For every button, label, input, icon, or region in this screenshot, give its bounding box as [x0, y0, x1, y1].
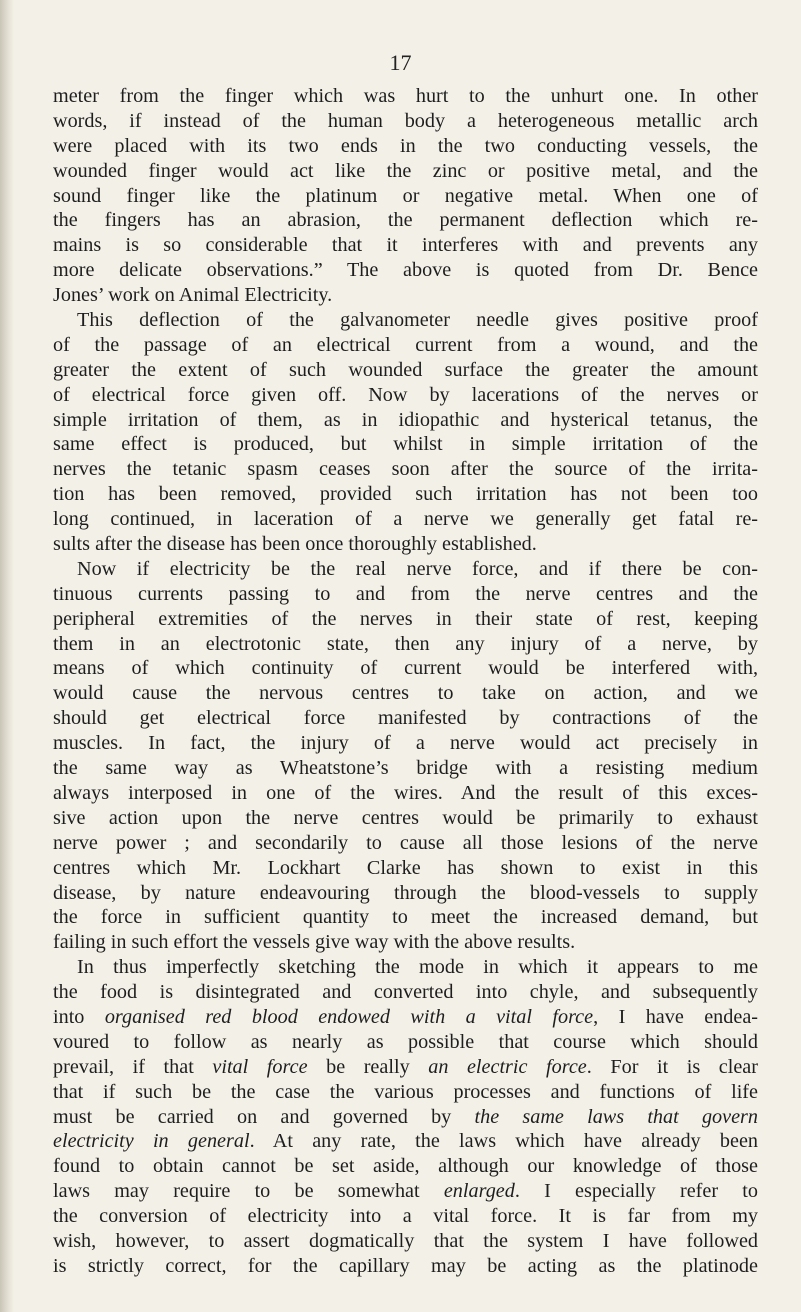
- text-segment: means of which continuity of current would be interfered with,: [53, 657, 758, 680]
- text-line: [53, 1179, 758, 1204]
- text-line: [53, 308, 758, 333]
- italic-text: enlarged: [443, 1180, 515, 1203]
- text-segment: . I especially refer to: [514, 1180, 758, 1203]
- text-line: [53, 159, 758, 184]
- page-number: 17: [389, 50, 412, 75]
- text-line: [53, 1055, 758, 1080]
- text-segment: into: [53, 1005, 105, 1028]
- text-segment: failing in such effort the vessels give way with the above results.: [53, 931, 576, 954]
- text-segment: would cause the nervous centres to take on action, and we: [53, 682, 758, 705]
- text-line: [53, 1030, 758, 1055]
- text-segment: of the passage of an electrical current from a wound, and the: [53, 333, 758, 356]
- text-segment: that if such be the case the various processes and functions of life: [53, 1080, 758, 1103]
- text-segment: sive action upon the nerve centres would be primarily to exhaust: [53, 806, 758, 829]
- text-segment: mains is so considerable that it interferes with and prevents any: [53, 234, 758, 257]
- text-line: [53, 656, 758, 681]
- text-segment: greater the extent of such wounded surface the greater the amount: [53, 358, 758, 381]
- text-line: [53, 1005, 758, 1030]
- text-line: [53, 482, 758, 507]
- text-segment: muscles. In fact, the injury of a nerve would act precisely in: [53, 732, 758, 755]
- text-segment: the force in sufficient quantity to meet the increased demand, but: [53, 906, 758, 929]
- text-segment: be really: [307, 1055, 429, 1078]
- text-line: [53, 557, 758, 582]
- italic-text: vital force: [212, 1055, 308, 1078]
- text-line: [53, 1080, 758, 1105]
- text-segment: This deflection of the galvanometer needle gives positive proof: [77, 309, 758, 332]
- text-segment: words, if instead of the human body a heterogeneous metallic arch: [53, 109, 758, 132]
- text-line: [53, 184, 758, 209]
- text-segment: peripheral extremities of the nerves in their state of rest, keeping: [53, 607, 758, 630]
- italic-text: the same laws that govern: [474, 1105, 759, 1128]
- text-segment: long continued, in laceration of a nerve we generally get fatal re-: [53, 508, 758, 531]
- text-line: [53, 1154, 758, 1179]
- text-segment: . At any rate, the laws which have already been: [249, 1130, 758, 1153]
- text-line: [53, 607, 758, 632]
- text-segment: Now if electricity be the real nerve force, and if there be con-: [77, 557, 758, 580]
- text-line: [53, 1229, 758, 1254]
- text-line: [53, 632, 758, 657]
- text-segment: the fingers has an abrasion, the permanent deflection which re-: [53, 209, 758, 232]
- text-line: [53, 208, 758, 233]
- text-line: [53, 358, 758, 383]
- text-line: [53, 134, 758, 159]
- text-segment: them in an electrotonic state, then any injury of a nerve, by: [53, 632, 758, 655]
- text-line: [53, 1254, 758, 1279]
- text-line: [53, 806, 758, 831]
- text-line: [53, 109, 758, 134]
- text-line: [53, 507, 758, 532]
- text-segment: more delicate observations.” The above is quoted from Dr. Bence: [53, 259, 758, 282]
- text-segment: same effect is produced, but whilst in simple irritation of the: [53, 433, 758, 456]
- italic-text: an electric force: [428, 1055, 587, 1078]
- text-segment: nerve power ; and secondarily to cause all those lesions of the nerve: [53, 831, 758, 854]
- text-segment: disease, by nature endeavouring through the blood-vessels to supply: [53, 881, 758, 904]
- text-segment: wounded finger would act like the zinc or positive metal, and the: [53, 159, 758, 182]
- text-line: [53, 1204, 758, 1229]
- text-line: [53, 457, 758, 482]
- text-line: [53, 432, 758, 457]
- text-line: [53, 408, 758, 433]
- text-segment: found to obtain cannot be set aside, although our knowledge of those: [53, 1155, 758, 1178]
- text-segment: of electrical force given off. Now by lacerations of the nerves or: [53, 383, 758, 406]
- text-segment: the same way as Wheatstone’s bridge with a resisting medium: [53, 757, 758, 780]
- text-segment: always interposed in one of the wires. And the result of this exces-: [53, 781, 758, 804]
- text-line: [53, 333, 758, 358]
- text-segment: should get electrical force manifested by contractions of the: [53, 707, 758, 730]
- text-segment: prevail, if that: [53, 1055, 213, 1078]
- text-segment: must be carried on and governed by: [53, 1105, 475, 1128]
- text-segment: the food is disintegrated and converted into chyle, and subsequently: [53, 981, 758, 1004]
- text-line: [53, 930, 758, 955]
- text-segment: tion has been removed, provided such irritation has not been too: [53, 483, 758, 506]
- text-line: [53, 881, 758, 906]
- text-segment: , I have endea-: [593, 1005, 759, 1028]
- body-text: [53, 84, 758, 1279]
- text-line: [53, 756, 758, 781]
- text-segment: is strictly correct, for the capillary may be acting as the platinode: [53, 1254, 758, 1277]
- italic-text: electricity in general: [53, 1130, 250, 1153]
- italic-text: organised red blood endowed with a vital force: [104, 1005, 594, 1028]
- text-line: [53, 706, 758, 731]
- text-segment: Jones’ work on Animal Electricity.: [53, 284, 333, 307]
- text-segment: the conversion of electricity into a vital force. It is far from my: [53, 1205, 758, 1228]
- text-segment: tinuous currents passing to and from the nerve centres and the: [53, 582, 758, 605]
- text-line: [53, 283, 758, 308]
- text-line: [53, 905, 758, 930]
- text-line: [53, 258, 758, 283]
- text-segment: In thus imperfectly sketching the mode in which it appears to me: [77, 956, 758, 979]
- binding-shadow: [0, 0, 14, 1312]
- text-line: [53, 233, 758, 258]
- text-line: [53, 383, 758, 408]
- text-segment: sound finger like the platinum or negative metal. When one of: [53, 184, 758, 207]
- text-line: [53, 831, 758, 856]
- text-segment: sults after the disease has been once thoroughly established.: [53, 533, 537, 556]
- text-line: [53, 856, 758, 881]
- text-segment: . For it is clear: [586, 1055, 758, 1078]
- text-line: [53, 84, 758, 109]
- text-line: [53, 1129, 758, 1154]
- text-segment: were placed with its two ends in the two conducting vessels, the: [53, 134, 758, 157]
- text-segment: voured to follow as nearly as possible that course which should: [53, 1030, 758, 1053]
- text-line: [53, 731, 758, 756]
- text-line: [53, 781, 758, 806]
- text-segment: simple irritation of them, as in idiopathic and hysterical tetanus, the: [53, 408, 758, 431]
- text-segment: meter from the finger which was hurt to the unhurt one. In other: [53, 85, 758, 107]
- text-segment: wish, however, to assert dogmatically that the system I have followed: [53, 1229, 758, 1252]
- text-segment: laws may require to be somewhat: [53, 1180, 444, 1203]
- text-segment: nerves the tetanic spasm ceases soon after the source of the irrita-: [53, 458, 758, 481]
- text-line: [53, 681, 758, 706]
- text-line: [53, 582, 758, 607]
- text-line: [53, 955, 758, 980]
- text-line: [53, 532, 758, 557]
- text-segment: centres which Mr. Lockhart Clarke has shown to exist in this: [53, 856, 758, 879]
- text-line: [53, 1105, 758, 1130]
- text-line: [53, 980, 758, 1005]
